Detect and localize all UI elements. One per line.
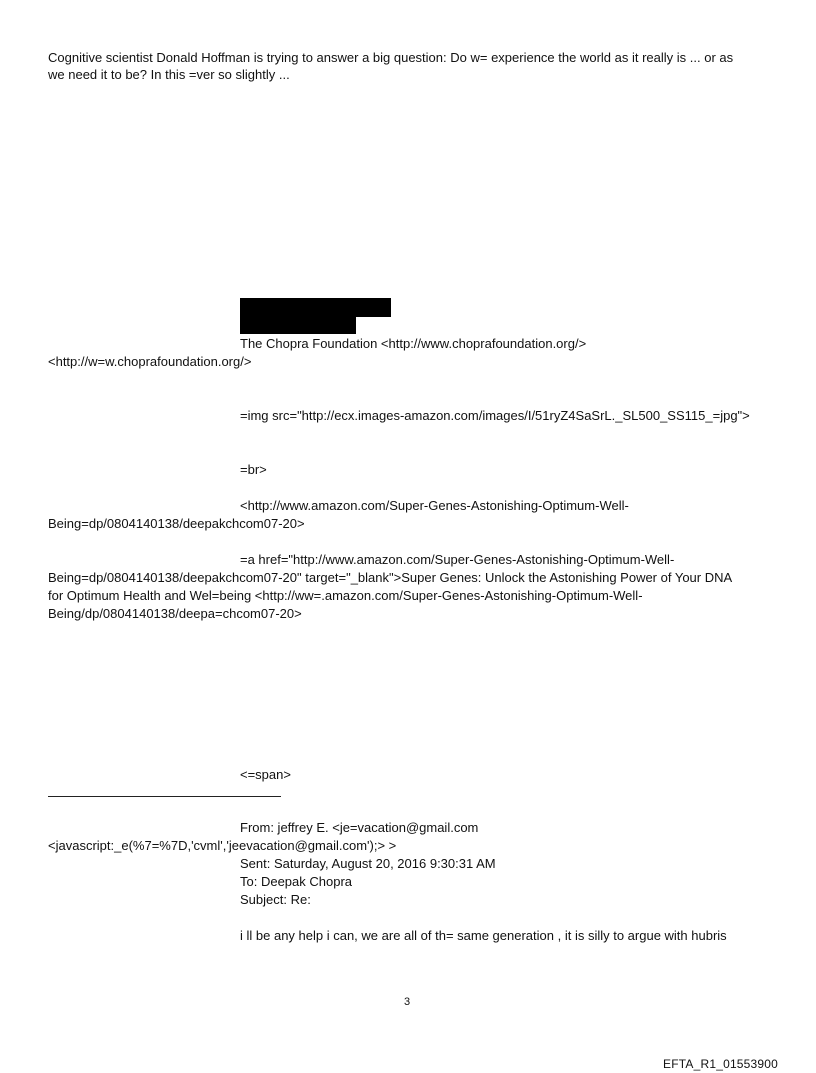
anchor-line-1: =a href="http://www.amazon.com/Super-Genes-Astonishing-Optimum-Well- bbox=[240, 552, 675, 567]
anchor-line-4: Being/dp/0804140138/deepa=chcom07-20> bbox=[48, 606, 302, 621]
br-tag-line: =br> bbox=[240, 462, 267, 477]
redaction-block bbox=[240, 316, 356, 334]
separator-rule bbox=[48, 796, 281, 797]
intro-line-2: we need it to be? In this =ver so slightly ... bbox=[48, 67, 290, 82]
amazon-link-line-1: <http://www.amazon.com/Super-Genes-Astonishing-Optimum-Well- bbox=[240, 498, 629, 513]
email-to: To: Deepak Chopra bbox=[240, 874, 353, 889]
intro-line-1: Cognitive scientist Donald Hoffman is trying to answer a big question: Do w= experience the world as it really is ... or as bbox=[48, 50, 734, 65]
email-from-line-2: <javascript:_e(%7=%7D,'cvml','jeevacation@gmail.com');> > bbox=[48, 838, 397, 853]
amazon-link-line-2: Being=dp/0804140138/deepakchcom07-20> bbox=[48, 516, 305, 531]
anchor-line-3: for Optimum Health and Wel=being <http://ww=.amazon.com/Super-Genes-Astonishing-Optimum-Well- bbox=[48, 588, 643, 603]
anchor-line-2: Being=dp/0804140138/deepakchcom07-20" target="_blank">Super Genes: Unlock the Astonishing Power of Your DNA bbox=[48, 570, 733, 585]
email-subject: Subject: Re: bbox=[240, 892, 311, 907]
document-id: EFTA_R1_01553900 bbox=[663, 1057, 779, 1071]
email-from-line-1: From: jeffrey E. <je=vacation@gmail.com bbox=[240, 820, 479, 835]
email-body-line: i ll be any help i can, we are all of th= same generation , it is silly to argue with hubris bbox=[240, 928, 727, 943]
org-line: The Chopra Foundation <http://www.choprafoundation.org/> bbox=[240, 336, 587, 351]
span-tag-line: <=span> bbox=[240, 767, 291, 782]
page-number: 3 bbox=[404, 996, 411, 1008]
email-sent: Sent: Saturday, August 20, 2016 9:30:31 AM bbox=[240, 856, 496, 871]
img-tag-line: =img src="http://ecx.images-amazon.com/images/I/51ryZ4SaSrL._SL500_SS115_=jpg"> bbox=[240, 408, 750, 423]
redaction-block bbox=[240, 298, 391, 317]
org-url-wrap: <http://w=w.choprafoundation.org/> bbox=[48, 354, 252, 369]
